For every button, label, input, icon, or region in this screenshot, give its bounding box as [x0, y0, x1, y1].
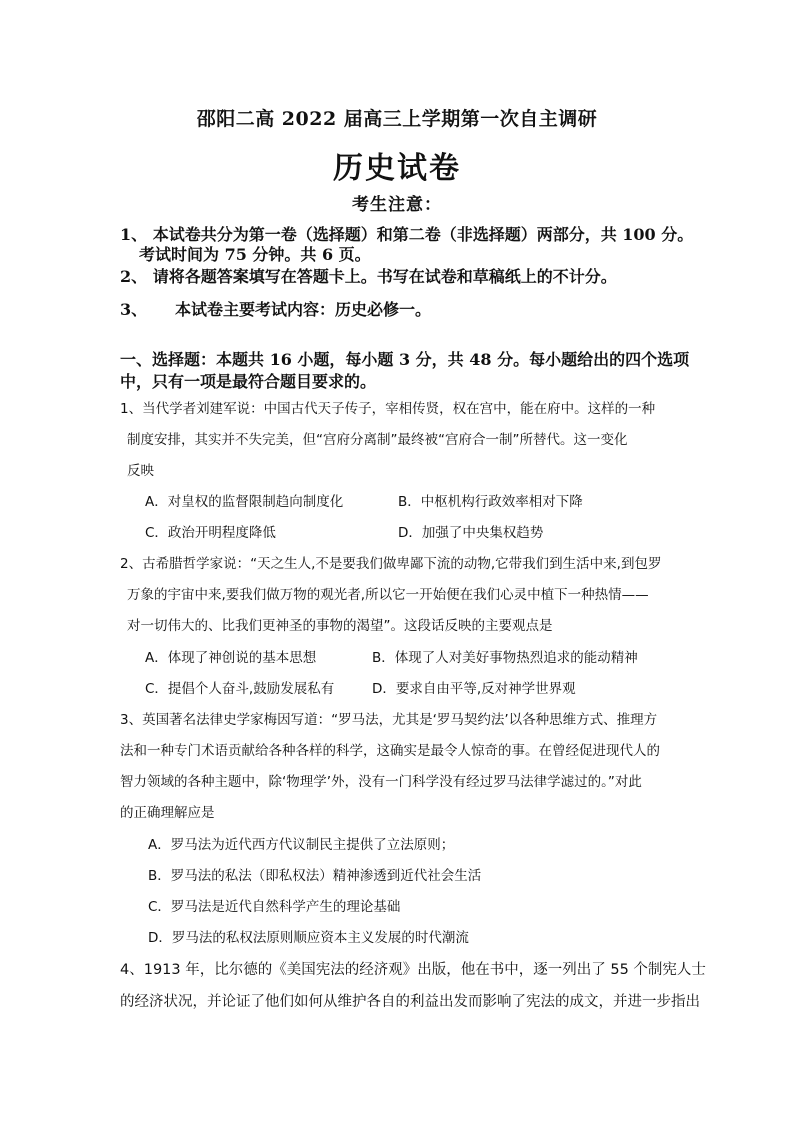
question-2-stem-line: 2、古希腊哲学家说：“天之生人,不是要我们做卑鄙下流的动物,它带我们到生活中来,到包罗 [120, 556, 662, 572]
question-1-option-c: C．政治开明程度降低 [145, 525, 276, 541]
notice-heading: 考生注意： [352, 195, 442, 215]
question-2-option-c: C．提倡个人奋斗,鼓励发展私有 [145, 681, 335, 697]
exam-header-title: 邵阳二高 2022 届高三上学期第一次自主调研 [196, 108, 598, 130]
notice-item-1: 1、 本试卷共分为第一卷（选择题）和第二卷（非选择题）两部分，共 100 分。 [120, 225, 694, 244]
question-1-option-a: A．对皇权的监督限制趋向制度化 [145, 494, 344, 510]
question-2-option-d: D．要求自由平等,反对神学世界观 [372, 681, 576, 697]
question-1-option-d: D．加强了中央集权趋势 [398, 525, 544, 541]
question-3-option-d: D．罗马法的私权法原则顺应资本主义发展的时代潮流 [148, 930, 469, 946]
question-1-stem-line: 制度安排，其实并不失完美，但“宫府分离制”最终被“宫府合一制”所替代。这一变化 [127, 432, 628, 448]
question-3-option-a: A．罗马法为近代西方代议制民主提供了立法原则； [148, 837, 455, 853]
section-instruction: 一、选择题：本题共 16 小题，每小题 3 分，共 48 分。每小题给出的四个选项 [120, 350, 690, 369]
question-3-stem-line: 智力领域的各种主题中，除‘物理学’外，没有一门科学没有经过罗马法律学滤过的。”对此 [120, 774, 642, 790]
exam-subject-title: 历史试卷 [333, 151, 461, 186]
question-1-option-b: B．中枢机构行政效率相对下降 [398, 494, 583, 510]
question-1-stem-line: 1、当代学者刘建军说：中国古代天子传子，宰相传贤，权在宫中，能在府中。这样的一种 [120, 401, 656, 417]
question-3-option-b: B．罗马法的私法（即私权法）精神渗透到近代社会生活 [148, 868, 482, 884]
section-instruction-continued: 中，只有一项是最符合题目要求的。 [120, 372, 377, 391]
notice-item-3: 3、 本试卷主要考试内容：历史必修一。 [120, 300, 431, 319]
question-3-stem-line: 3、英国著名法律史学家梅因写道：“罗马法，尤其是‘罗马契约法’以各种思维方式、推理方 [120, 712, 658, 728]
question-1-stem-line: 反映 [127, 463, 154, 479]
question-3-option-c: C．罗马法是近代自然科学产生的理论基础 [148, 899, 401, 915]
question-3-stem-line: 法和一种专门术语贡献给各种各样的科学，这确实是最令人惊奇的事。在曾经促进现代人的 [120, 743, 660, 759]
question-4-stem-line: 的经济状况，并论证了他们如何从维护各自的利益出发而影响了宪法的成文，并进一步指出 [120, 994, 700, 1010]
question-2-stem-line: 对一切伟大的、比我们更神圣的事物的渴望”。这段话反映的主要观点是 [127, 618, 553, 634]
question-2-stem-line: 万象的宇宙中来,要我们做万物的观光者,所以它一开始便在我们心灵中植下一种热情—— [127, 587, 649, 603]
notice-item-1-continued: 考试时间为 75 分钟。共 6 页。 [139, 245, 371, 264]
notice-item-2: 2、 请将各题答案填写在答题卡上。书写在试卷和草稿纸上的不计分。 [120, 267, 617, 286]
question-2-option-b: B．体现了人对美好事物热烈追求的能动精神 [372, 650, 638, 666]
question-3-stem-line: 的正确理解应是 [120, 805, 215, 821]
question-4-stem-line: 4、1913 年，比尔德的《美国宪法的经济观》出版，他在书中，逐一列出了 55 个制宪人士 [120, 962, 706, 978]
question-2-option-a: A．体现了神创说的基本思想 [145, 650, 317, 666]
